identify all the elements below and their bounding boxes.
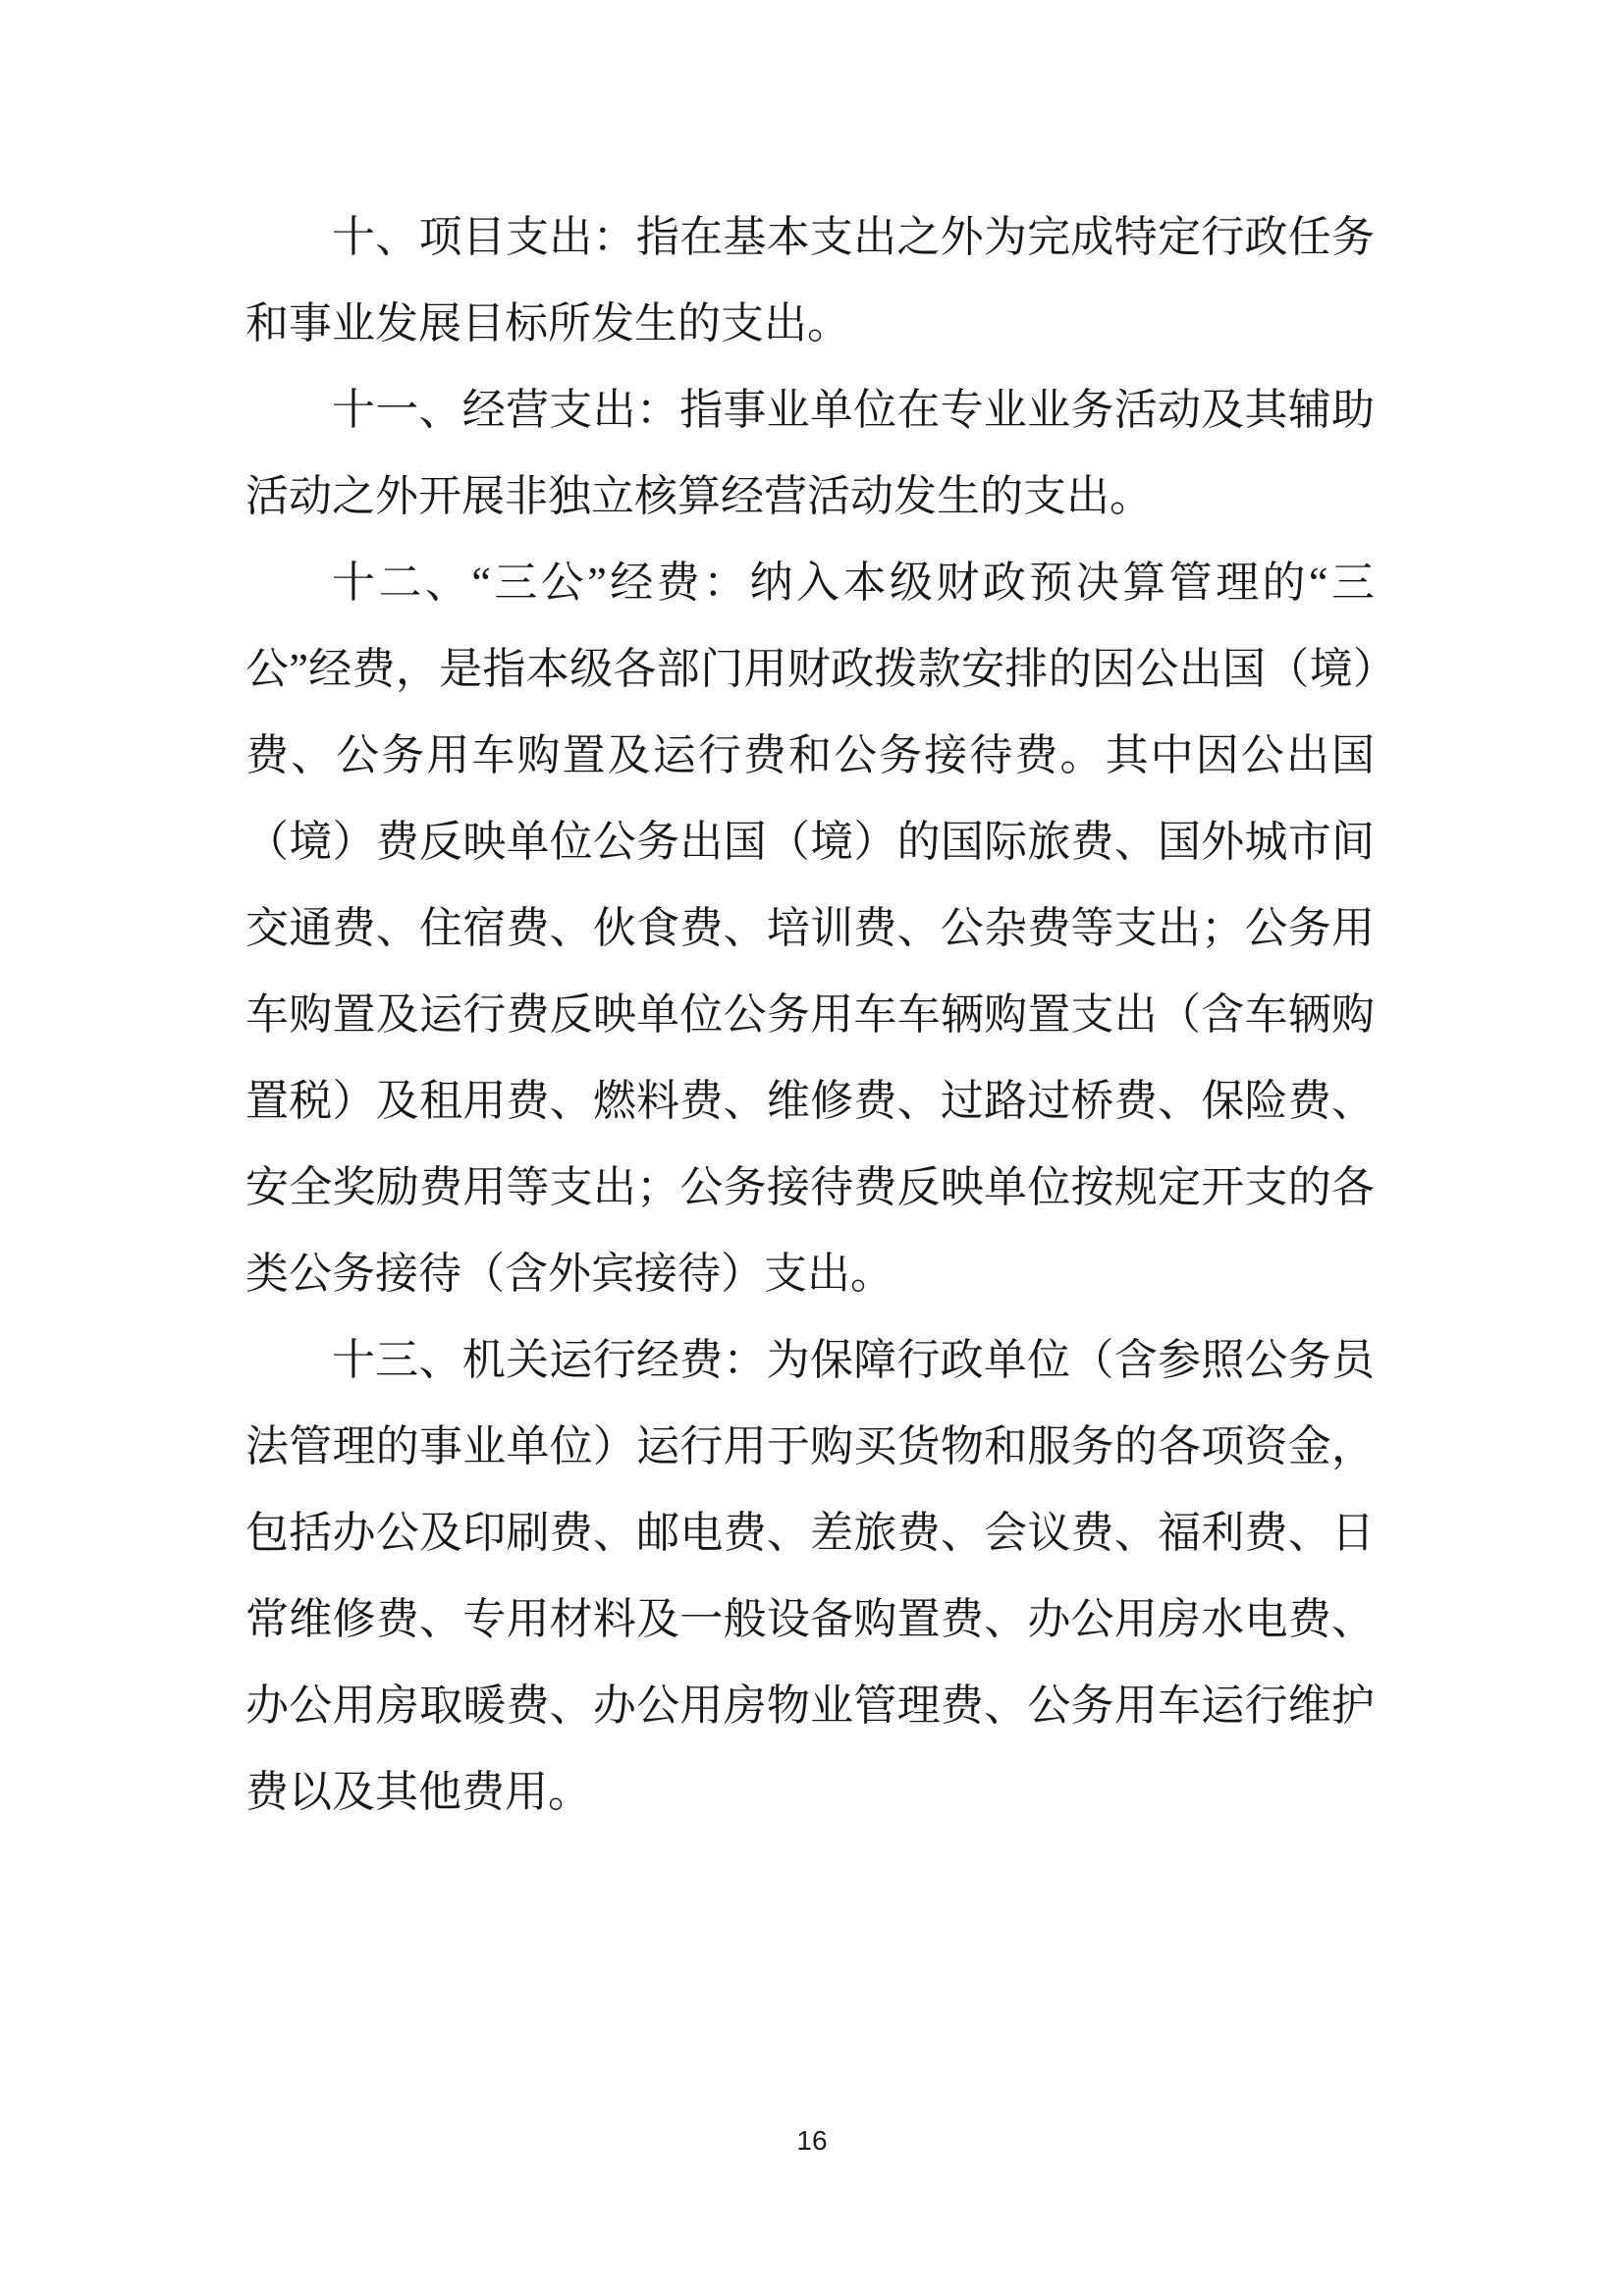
page-number: 16 <box>796 2125 828 2156</box>
paragraph: 十二、“三公”经费：纳入本级财政预决算管理的“三公”经费，是指本级各部门用财政拨款安排的因公出国（境）费、公务用车购置及运行费和公务接待费。其中因公出国（境）费反映单位公务出国（境）的国际旅费、国外城市间交通费、住宿费、伙食费、培训费、公杂费等支出；公务用车购置及运行费反映单位公务用车车辆购置支出（含车辆购置税）及租用费、燃料费、维修费、过路过桥费、保险费、安全奖励费用等支出；公务接待费反映单位按规定开支的各类公务接待（含外宾接待）支出。 <box>245 559 1375 1298</box>
paragraph: 十三、机关运行经费：为保障行政单位（含参照公务员法管理的事业单位）运行用于购买货物和服务的各项资金，包括办公及印刷费、邮电费、差旅费、会议费、福利费、日常维修费、专用材料及一般设备购置费、办公用房水电费、办公用房取暖费、办公用房物业管理费、公务用车运行维护费以及其他费用。 <box>245 1336 1375 1816</box>
paragraph: 十、项目支出：指在基本支出之外为完成特定行政任务和事业发展目标所发生的支出。 <box>245 213 1375 347</box>
paragraph: 十一、经营支出：指事业单位在专业业务活动及其辅助活动之外开展非独立核算经营活动发生的支出。 <box>245 386 1375 520</box>
document-body <box>245 194 1375 1836</box>
